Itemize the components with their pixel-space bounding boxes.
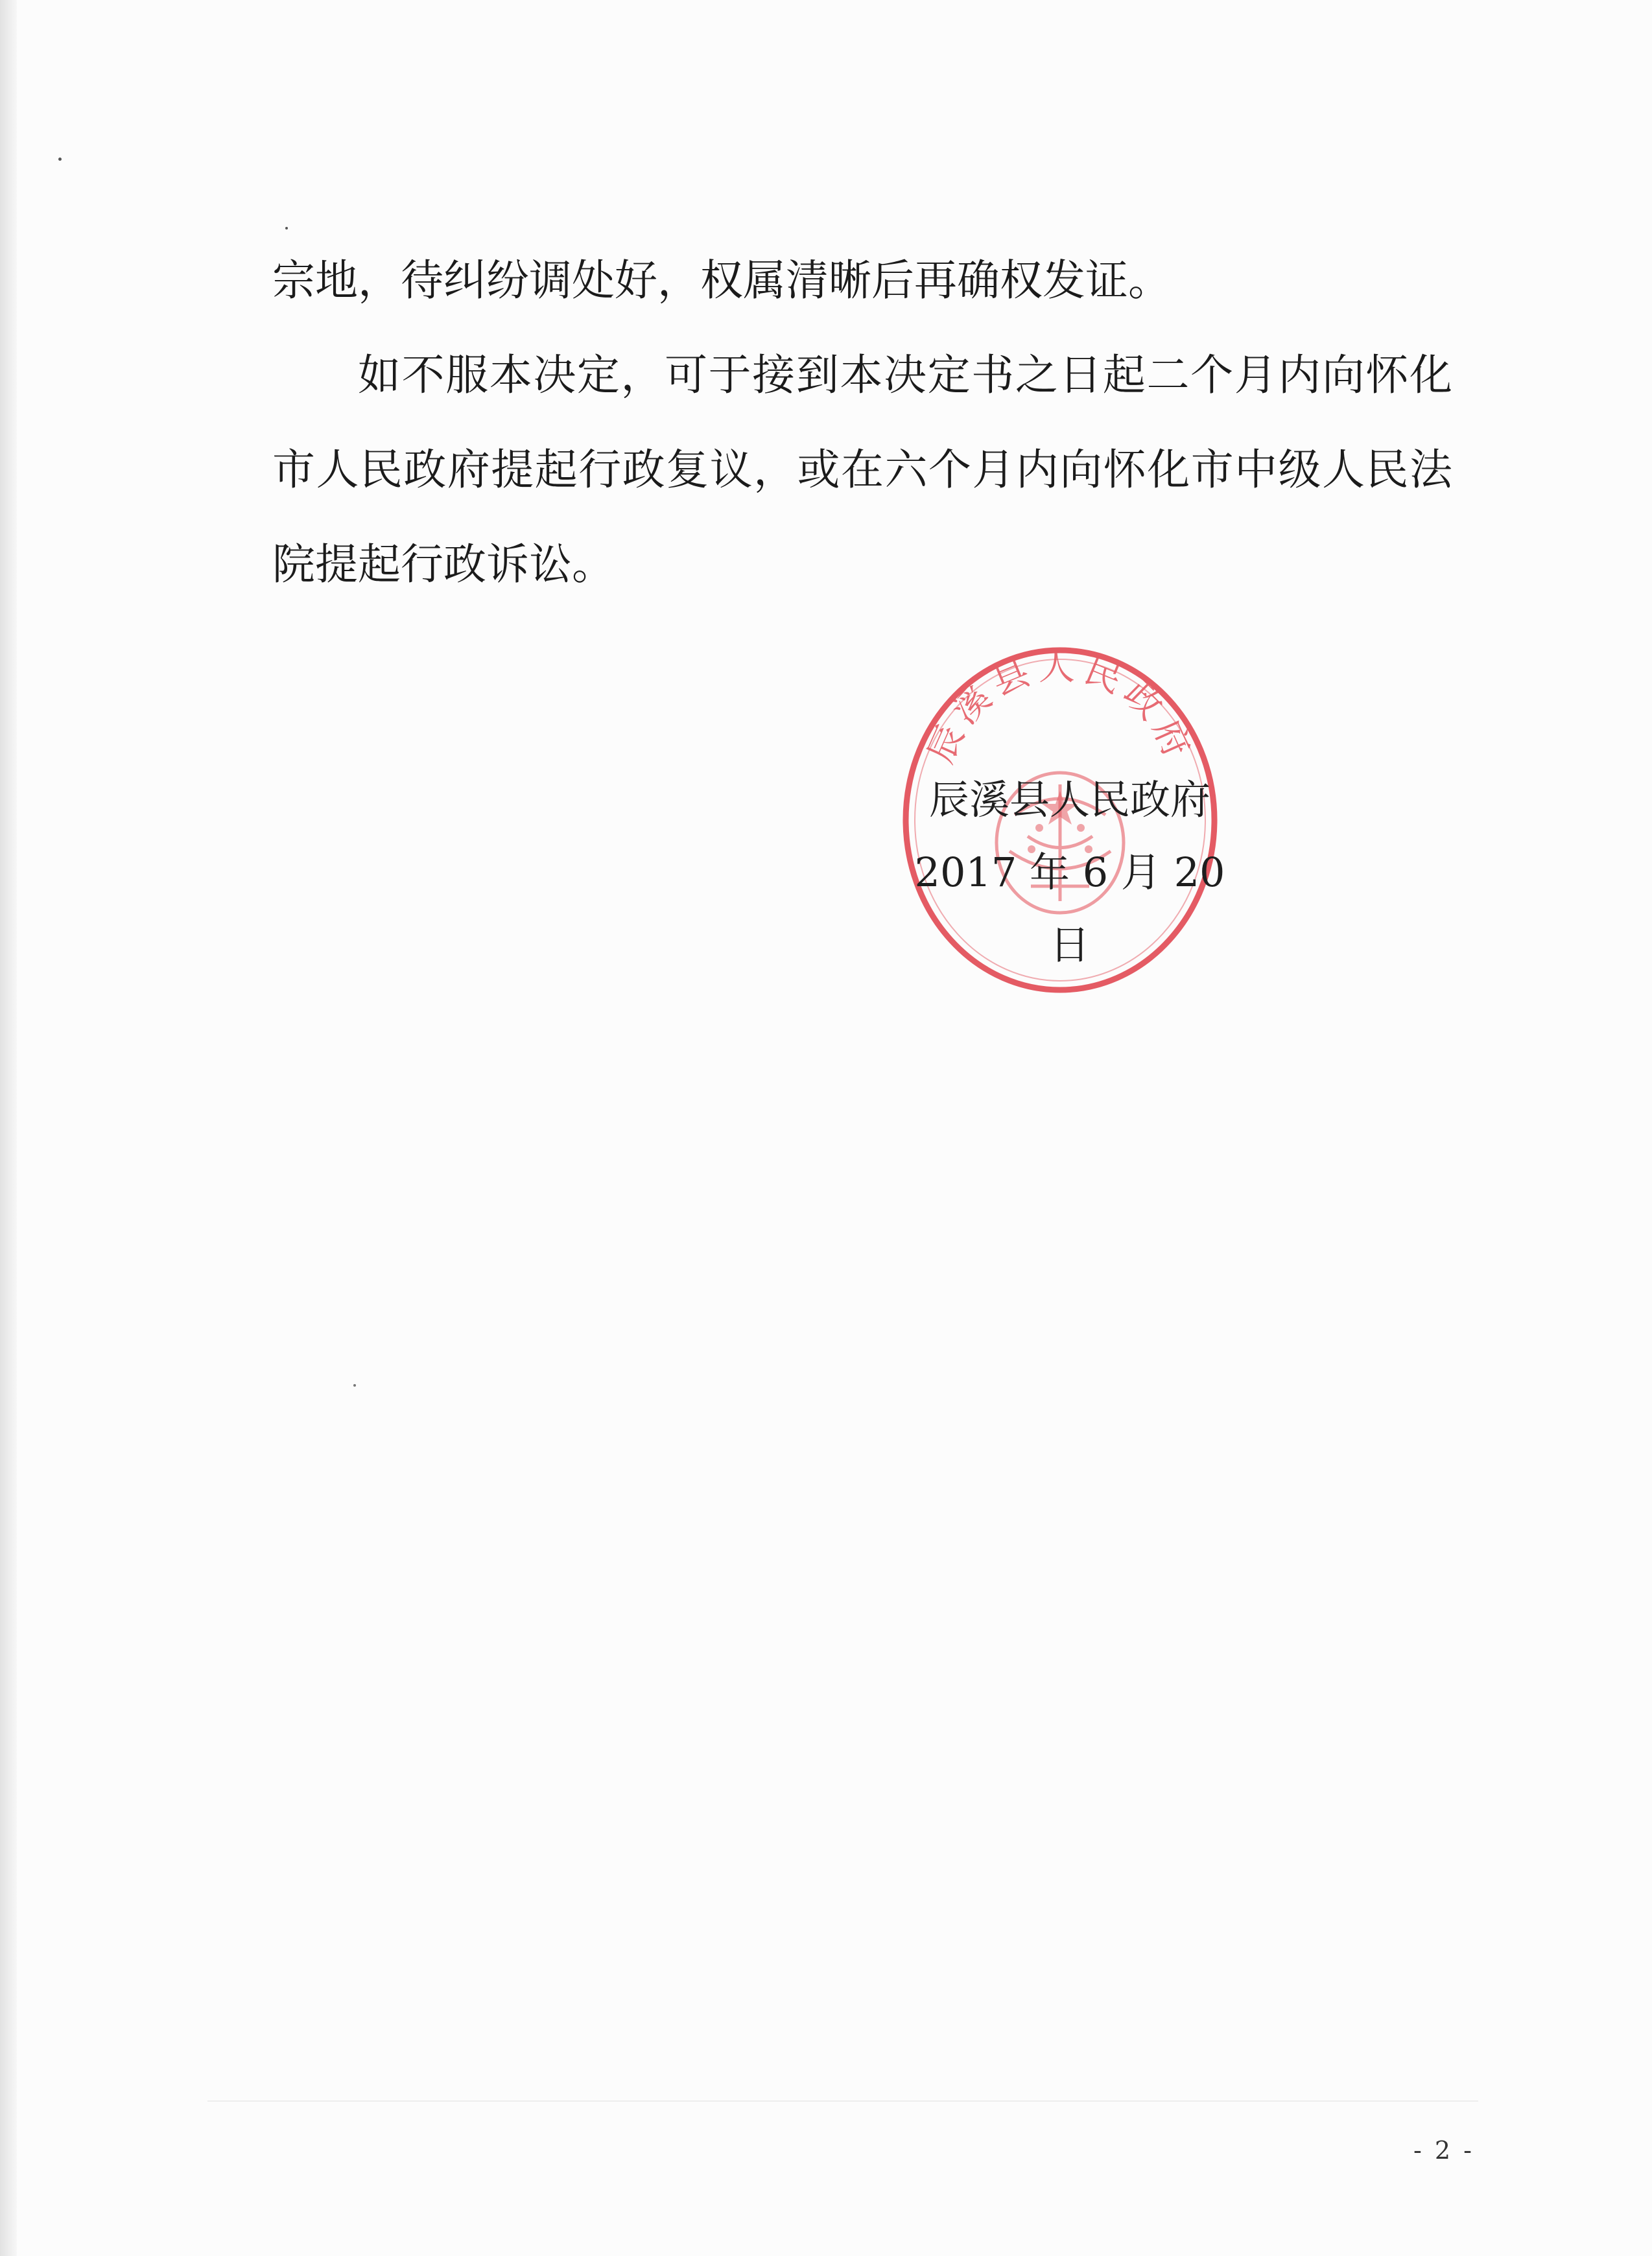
scan-speck	[285, 227, 288, 229]
svg-text:辰溪县人民政府	[919, 646, 1200, 770]
signature-block	[888, 764, 1251, 981]
scan-speck	[58, 158, 62, 161]
paragraph-appeal-rights: 如不服本决定，可于接到本决定书之日起二个月内向怀化市人民政府提起行政复议，或在六个月内向怀化市中级人民法院提起行政诉讼。	[272, 350, 1452, 589]
scan-edge-shadow	[0, 0, 17, 2256]
paragraph-dispute-resolution: 宗地，待纠纷调处好，权属清晰后再确权发证。	[272, 255, 1171, 305]
document-body	[272, 233, 1452, 612]
seal-text: 辰溪县人民政府	[919, 646, 1201, 770]
issuing-authority: 辰溪县人民政府	[928, 776, 1210, 823]
bleed-through-rule	[207, 2100, 1478, 2102]
page-number: - 2 -	[1413, 2136, 1475, 2165]
issue-date: 2017 年 6 月 20 日	[914, 849, 1225, 969]
scan-speck	[353, 1384, 356, 1387]
